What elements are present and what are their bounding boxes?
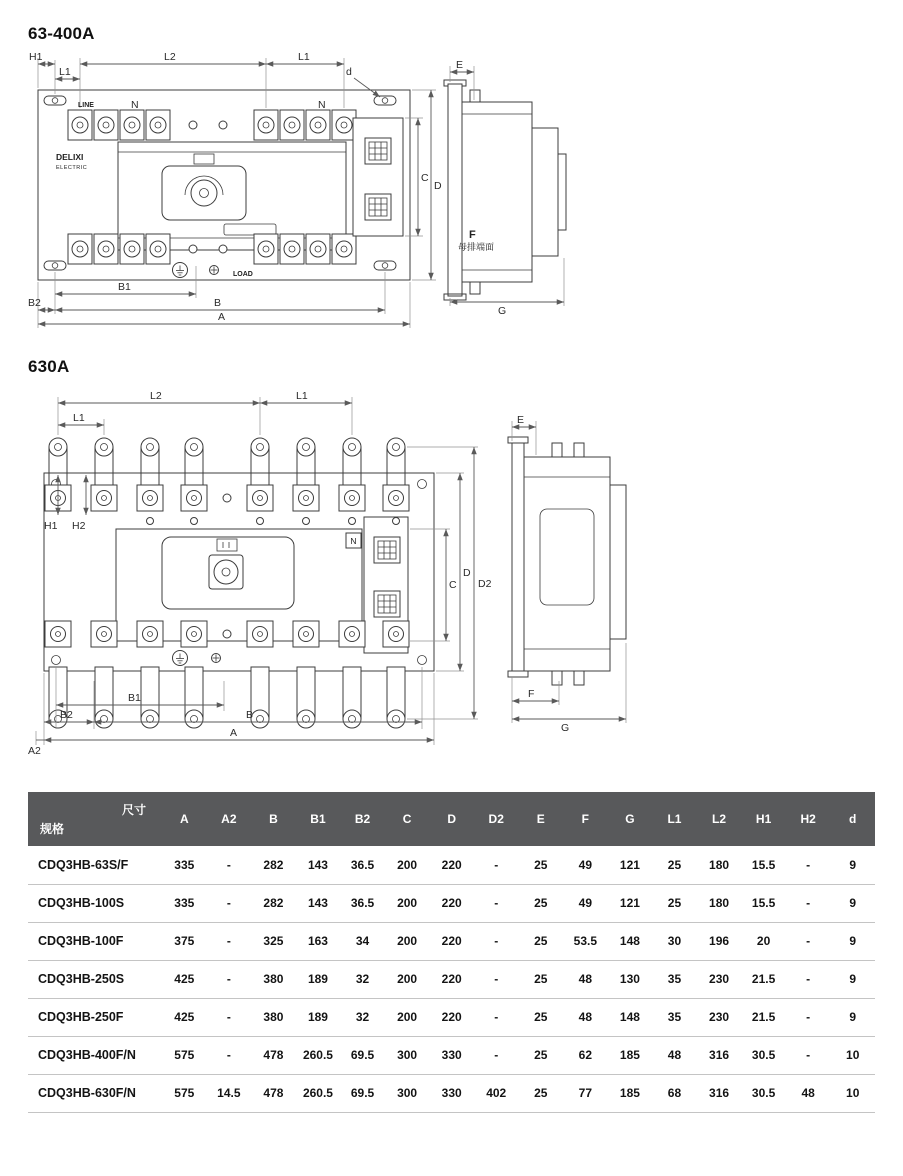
value-cell: 300 (385, 1074, 430, 1112)
brand-electric: ELECTRIC (56, 165, 88, 171)
value-cell: 68 (652, 1074, 697, 1112)
value-cell: 48 (652, 1036, 697, 1074)
value-cell: - (207, 998, 252, 1036)
value-cell: 48 (563, 960, 608, 998)
value-cell: 316 (697, 1036, 742, 1074)
value-cell: 380 (251, 998, 296, 1036)
value-cell: - (474, 922, 519, 960)
dim-label-e: E (456, 59, 464, 71)
value-cell: 49 (563, 846, 608, 884)
value-cell: 21.5 (741, 960, 786, 998)
value-cell: 49 (563, 884, 608, 922)
value-cell: 25 (519, 960, 564, 998)
section1-title: 63-400A (28, 24, 95, 43)
value-cell: 189 (296, 960, 341, 998)
column-header-e: E (519, 792, 564, 846)
value-cell: 20 (741, 922, 786, 960)
value-cell: 25 (519, 1036, 564, 1074)
dim-label-b1: B1 (118, 281, 131, 293)
value-cell: 220 (429, 922, 474, 960)
front-view (38, 90, 410, 280)
value-cell: - (786, 960, 831, 998)
model-cell: CDQ3HB-250F (28, 998, 162, 1036)
line-label: LINE (78, 102, 94, 109)
dim-label-g: G (498, 305, 507, 317)
dim-label-b: B (246, 709, 254, 721)
value-cell: 9 (830, 998, 875, 1036)
value-cell: 69.5 (340, 1074, 385, 1112)
value-cell: 220 (429, 884, 474, 922)
value-cell: - (207, 884, 252, 922)
value-cell: 121 (608, 846, 653, 884)
dim-label-d: D (463, 567, 471, 579)
value-cell: 25 (652, 884, 697, 922)
value-cell: 77 (563, 1074, 608, 1112)
value-cell: 143 (296, 846, 341, 884)
value-cell: 189 (296, 998, 341, 1036)
dim-label-c: C (449, 579, 457, 591)
value-cell: 62 (563, 1036, 608, 1074)
dim-label-l1-right: L1 (298, 51, 310, 63)
value-cell: 69.5 (340, 1036, 385, 1074)
n-label-right: N (318, 99, 326, 111)
value-cell: 30 (652, 922, 697, 960)
value-cell: 230 (697, 960, 742, 998)
value-cell: 220 (429, 960, 474, 998)
column-header-a: A (162, 792, 207, 846)
busbar-face-label: 母排端面 (458, 242, 495, 252)
side-view (508, 437, 626, 685)
value-cell: - (474, 998, 519, 1036)
column-header-g: G (608, 792, 653, 846)
dimension-table (28, 792, 875, 1113)
value-cell: 9 (830, 884, 875, 922)
column-header-l2: L2 (697, 792, 742, 846)
dim-label-a: A (230, 727, 238, 739)
value-cell: 200 (385, 884, 430, 922)
value-cell: - (207, 960, 252, 998)
corner-label-size: 尺寸 (121, 803, 146, 817)
value-cell: 330 (429, 1074, 474, 1112)
value-cell: 380 (251, 960, 296, 998)
value-cell: 185 (608, 1074, 653, 1112)
value-cell: 130 (608, 960, 653, 998)
table-row (28, 884, 875, 922)
table-body (28, 846, 875, 1112)
value-cell: 48 (563, 998, 608, 1036)
dim-label-l1-left: L1 (59, 66, 71, 78)
table-row (28, 960, 875, 998)
table-row (28, 998, 875, 1036)
value-cell: 335 (162, 884, 207, 922)
dim-label-c: C (421, 172, 429, 184)
drawing-63-400a (28, 48, 608, 343)
value-cell: 220 (429, 998, 474, 1036)
dim-label-b2: B2 (28, 297, 41, 309)
dim-label-h1: H1 (29, 51, 43, 63)
value-cell: 180 (697, 846, 742, 884)
value-cell: 260.5 (296, 1036, 341, 1074)
value-cell: 375 (162, 922, 207, 960)
value-cell: - (474, 1036, 519, 1074)
dim-label-b2: B2 (60, 709, 73, 721)
value-cell: 220 (429, 846, 474, 884)
value-cell: 282 (251, 846, 296, 884)
value-cell: - (474, 884, 519, 922)
dim-label-f: F (469, 229, 476, 241)
table-row (28, 1074, 875, 1112)
column-header-f: F (563, 792, 608, 846)
value-cell: 425 (162, 960, 207, 998)
load-label: LOAD (233, 271, 253, 278)
model-cell: CDQ3HB-100F (28, 922, 162, 960)
value-cell: 425 (162, 998, 207, 1036)
column-header-b: B (251, 792, 296, 846)
dim-label-h2: H2 (72, 520, 86, 532)
dim-label-l2: L2 (150, 390, 162, 402)
side-view (444, 80, 566, 300)
dim-label-b: B (214, 297, 222, 309)
value-cell: 36.5 (340, 846, 385, 884)
value-cell: - (474, 846, 519, 884)
brand-delixi: DELIXI (56, 152, 84, 162)
value-cell: 25 (519, 922, 564, 960)
value-cell: 25 (519, 846, 564, 884)
column-header-l1: L1 (652, 792, 697, 846)
value-cell: 36.5 (340, 884, 385, 922)
n-label: N (350, 536, 357, 546)
value-cell: 10 (830, 1036, 875, 1074)
value-cell: - (207, 922, 252, 960)
dim-label-a2: A2 (28, 745, 41, 757)
value-cell: 14.5 (207, 1074, 252, 1112)
column-header-h1: H1 (741, 792, 786, 846)
value-cell: - (207, 1036, 252, 1074)
value-cell: 148 (608, 922, 653, 960)
table-row (28, 922, 875, 960)
column-header-d: d (830, 792, 875, 846)
column-header-h2: H2 (786, 792, 831, 846)
value-cell: 575 (162, 1074, 207, 1112)
value-cell: - (786, 998, 831, 1036)
value-cell: 478 (251, 1074, 296, 1112)
model-cell: CDQ3HB-400F/N (28, 1036, 162, 1074)
dim-label-a: A (218, 311, 226, 323)
value-cell: 335 (162, 846, 207, 884)
section2-title: 630A (28, 357, 70, 376)
value-cell: 200 (385, 846, 430, 884)
column-header-a2: A2 (207, 792, 252, 846)
column-header-d2: D2 (474, 792, 519, 846)
dim-label-d2: D2 (478, 578, 492, 590)
value-cell: 282 (251, 884, 296, 922)
value-cell: 163 (296, 922, 341, 960)
model-cell: CDQ3HB-100S (28, 884, 162, 922)
column-header-b1: B1 (296, 792, 341, 846)
value-cell: 34 (340, 922, 385, 960)
dim-label-b1: B1 (128, 692, 141, 704)
dim-label-l1-right: L1 (296, 390, 308, 402)
value-cell: 260.5 (296, 1074, 341, 1112)
value-cell: 300 (385, 1036, 430, 1074)
value-cell: 9 (830, 846, 875, 884)
value-cell: 15.5 (741, 884, 786, 922)
value-cell: 325 (251, 922, 296, 960)
value-cell: 180 (697, 884, 742, 922)
front-view (44, 438, 434, 728)
value-cell: 200 (385, 922, 430, 960)
table-row (28, 846, 875, 884)
dim-label-h1: H1 (44, 520, 58, 532)
model-cell: CDQ3HB-630F/N (28, 1074, 162, 1112)
value-cell: 32 (340, 998, 385, 1036)
value-cell: - (786, 884, 831, 922)
value-cell: 148 (608, 998, 653, 1036)
value-cell: 143 (296, 884, 341, 922)
value-cell: 30.5 (741, 1036, 786, 1074)
value-cell: 9 (830, 922, 875, 960)
model-cell: CDQ3HB-250S (28, 960, 162, 998)
table-row (28, 1036, 875, 1074)
value-cell: 53.5 (563, 922, 608, 960)
value-cell: 15.5 (741, 846, 786, 884)
value-cell: 316 (697, 1074, 742, 1112)
value-cell: 200 (385, 998, 430, 1036)
value-cell: 25 (519, 884, 564, 922)
value-cell: 9 (830, 960, 875, 998)
n-label-left: N (131, 99, 139, 111)
column-header-b2: B2 (340, 792, 385, 846)
value-cell: 196 (697, 922, 742, 960)
value-cell: 185 (608, 1036, 653, 1074)
dim-label-e: E (517, 414, 525, 426)
dim-label-d-height: D (434, 180, 442, 192)
value-cell: 35 (652, 998, 697, 1036)
value-cell: - (786, 846, 831, 884)
value-cell: 25 (652, 846, 697, 884)
value-cell: 330 (429, 1036, 474, 1074)
value-cell: 402 (474, 1074, 519, 1112)
value-cell: 200 (385, 960, 430, 998)
value-cell: 30.5 (741, 1074, 786, 1112)
value-cell: 32 (340, 960, 385, 998)
value-cell: 21.5 (741, 998, 786, 1036)
table-corner-cell (28, 792, 162, 846)
value-cell: 230 (697, 998, 742, 1036)
value-cell: 25 (519, 998, 564, 1036)
corner-label-model: 规格 (40, 822, 65, 836)
model-cell: CDQ3HB-63S/F (28, 846, 162, 884)
dim-label-l2: L2 (164, 51, 176, 63)
value-cell: - (207, 846, 252, 884)
table-header-row (28, 792, 875, 846)
dim-label-f: F (528, 688, 535, 700)
value-cell: 48 (786, 1074, 831, 1112)
value-cell: 10 (830, 1074, 875, 1112)
value-cell: 35 (652, 960, 697, 998)
dim-label-g: G (561, 722, 570, 734)
value-cell: 25 (519, 1074, 564, 1112)
value-cell: 121 (608, 884, 653, 922)
dim-label-d: d (346, 66, 352, 78)
drawing-630a (28, 381, 678, 776)
column-header-d: D (429, 792, 474, 846)
column-header-c: C (385, 792, 430, 846)
dim-label-l1-left: L1 (73, 412, 85, 424)
value-cell: - (474, 960, 519, 998)
value-cell: 575 (162, 1036, 207, 1074)
value-cell: - (786, 922, 831, 960)
value-cell: - (786, 1036, 831, 1074)
value-cell: 478 (251, 1036, 296, 1074)
